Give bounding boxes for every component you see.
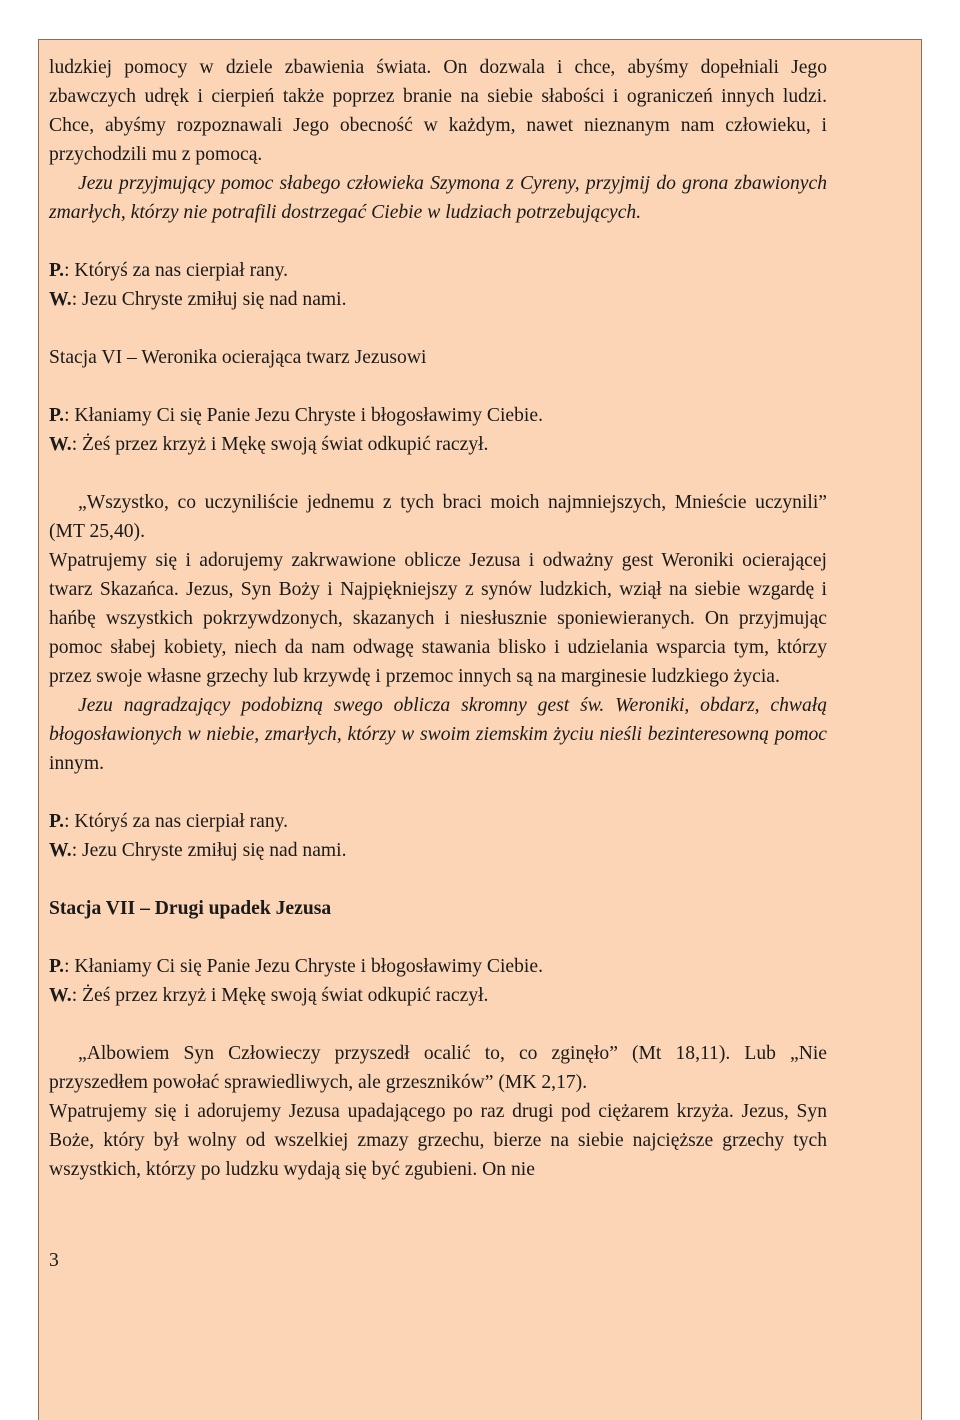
response-w-label: W. <box>49 289 72 310</box>
document-body <box>49 53 827 1184</box>
station-6-response-p <box>49 401 827 430</box>
station-6-prayer <box>49 691 827 778</box>
response-p <box>49 256 827 285</box>
station-7-quote: „Albowiem Syn Człowieczy przyszedł ocalić to, co zginęło” (Mt 18,11). Lub „Nie przyszedłem powołać sprawiedliwych, ale grzeszników” (MK 2,17). <box>49 1043 827 1093</box>
response-p-label: P. <box>49 260 65 281</box>
station-6-after-w <box>49 836 827 865</box>
station-6-title: Stacja VI – Weronika ocierająca twarz Jezusowi <box>49 347 427 368</box>
station-7-body: Wpatrujemy się i adorujemy Jezusa upadającego po raz drugi pod ciężarem krzyża. Jezus, Syn Boże, który był wolny od wszelkiej zmazy grzechu, bierze na siebie najcięższe grzechy tych wszystkich, którzy po ludzku wydają się być zgubieni. On nie <box>49 1101 827 1180</box>
station-6-body: Wpatrujemy się i adorujemy zakrwawione oblicze Jezusa i odważny gest Weroniki ocierającej twarz Skazańca. Jezus, Syn Boży i Najpiękniejszy z synów ludzkich, wziął na siebie wzgardę i hańbę wszystkich pokrzywdzonych, skazanych i niesłusznie sponiewieranych. On przyjmując pomoc słabej kobiety, niech da nam odwagę stawania blisko i udzielania wsparcia tym, którzy przez swoje własne grzechy lub krzywdę i przemoc innych są na marginesie ludzkiego życia. <box>49 550 827 687</box>
station-6-quote: „Wszystko, co uczyniliście jednemu z tych braci moich najmniejszych, Mnieście uczynili” (MT 25,40). <box>49 492 827 542</box>
station-7-response-p <box>49 952 827 981</box>
station-6-response-w <box>49 430 827 459</box>
station-6-after-p-text: : Któryś za nas cierpiał rany. <box>64 811 289 832</box>
station-6-p-text: : Kłaniamy Ci się Panie Jezu Chryste i błogosławimy Ciebie. <box>64 405 543 426</box>
page-number: 3 <box>49 1250 59 1271</box>
station-7-w-label: W. <box>49 985 72 1006</box>
station-6-after-w-text: : Jezu Chryste zmiłuj się nad nami. <box>71 840 347 861</box>
station-6-w-text: : Żeś przez krzyż i Mękę swoją świat odkupić raczył. <box>71 434 489 455</box>
station-6-p-label: P. <box>49 405 65 426</box>
station-7-p-label: P. <box>49 956 65 977</box>
station-6-prayer-tail: innym. <box>49 753 104 774</box>
intro-paragraph: ludzkiej pomocy w dziele zbawienia świata. On dozwala i chce, abyśmy dopełniali Jego zbawczych udręk i cierpień także poprzez branie na siebie słabości i ograniczeń innych ludzi. Chce, abyśmy rozpoznawali Jego obecność w każdym, nawet nieznanym nam człowieku, i przychodzili mu z pomocą. <box>49 57 827 165</box>
station-7-response-w <box>49 981 827 1010</box>
station-6-w-label: W. <box>49 434 72 455</box>
response-p-text: : Któryś za nas cierpiał rany. <box>64 260 289 281</box>
station-7-title: Stacja VII – Drugi upadek Jezusa <box>49 898 332 919</box>
intro-prayer: Jezu przyjmujący pomoc słabego człowieka Szymona z Cyreny, przyjmij do grona zbawionych zmarłych, którzy nie potrafili dostrzegać Ciebie w ludziach potrzebujących. <box>49 173 827 223</box>
station-6-after-p <box>49 807 827 836</box>
station-7-w-text: : Żeś przez krzyż i Mękę swoją świat odkupić raczył. <box>71 985 489 1006</box>
response-w <box>49 285 827 314</box>
station-6-prayer-italic: Jezu nagradzający podobizną swego oblicza skromny gest św. Weroniki, obdarz, chwałą błogosławionych w niebie, zmarłych, którzy w swoim ziemskim życiu nieśli bezinteresowną pomoc <box>49 695 827 745</box>
station-6-after-w-label: W. <box>49 840 72 861</box>
station-6-after-p-label: P. <box>49 811 65 832</box>
station-7-p-text: : Kłaniamy Ci się Panie Jezu Chryste i błogosławimy Ciebie. <box>64 956 543 977</box>
response-w-text: : Jezu Chryste zmiłuj się nad nami. <box>71 289 347 310</box>
